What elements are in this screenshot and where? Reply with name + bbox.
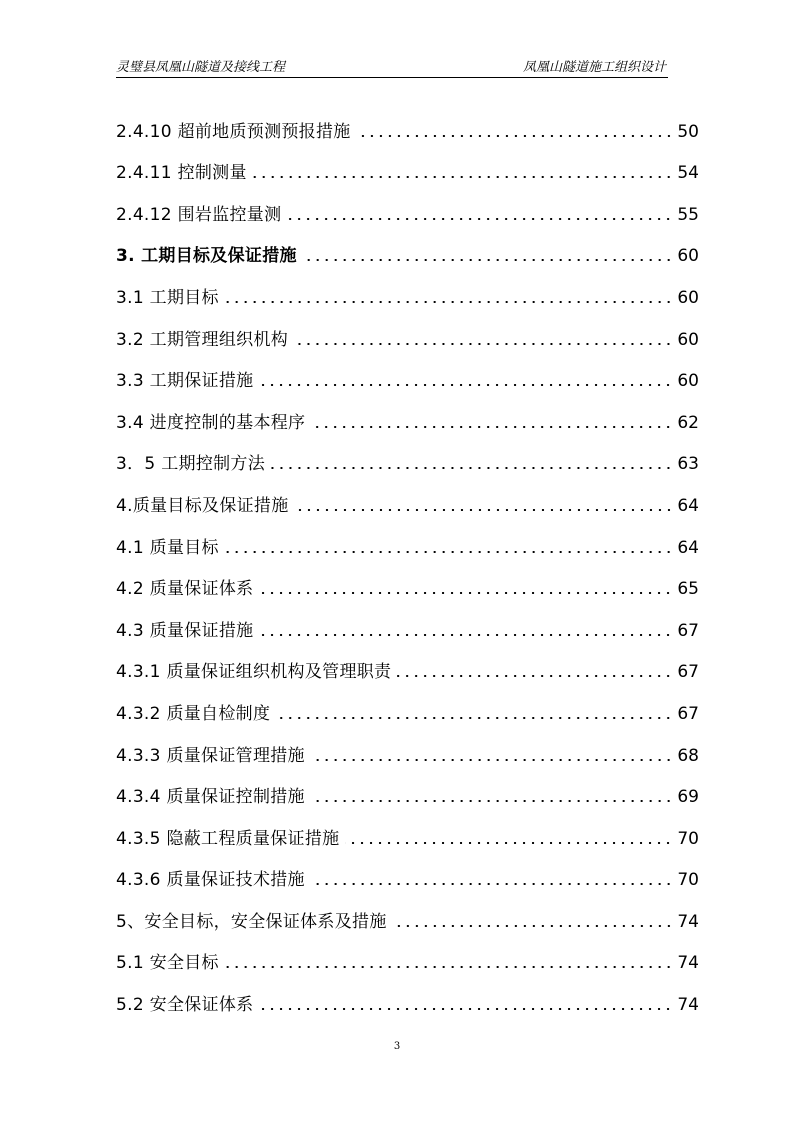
toc-entry-label: 3．5 工期控制方法 [116,454,266,475]
table-of-contents [116,99,699,1014]
toc-entry[interactable] [116,224,699,266]
toc-dot-leader [345,842,673,844]
toc-entry[interactable] [116,598,699,640]
toc-entry-page-number: 64 [677,537,699,558]
toc-entry[interactable] [116,390,699,432]
toc-dot-leader [259,384,673,386]
toc-entry-page-number: 67 [677,620,699,641]
toc-dot-leader [311,759,673,761]
toc-dot-leader [225,551,673,553]
toc-entry-label: 4.质量目标及保证措施 [116,495,289,516]
toc-dot-leader [311,883,673,885]
toc-entry-label: 4.3.1 质量保证组织机构及管理职责 [116,662,392,683]
toc-entry-label: 4.3.4 质量保证控制措施 [116,787,305,808]
toc-entry-label: 5、安全目标，安全保证体系及措施 [116,911,387,932]
footer-page-number: 3 [393,1041,401,1052]
toc-entry[interactable] [116,99,699,141]
header-document-title: 凤凰山隧道施工组织设计 [522,60,666,75]
toc-entry-page-number: 68 [677,745,699,766]
toc-dot-leader [259,634,673,636]
toc-entry[interactable] [116,640,699,682]
toc-dot-leader [303,259,673,261]
toc-entry-label: 4.3.3 质量保证管理措施 [116,745,305,766]
toc-entry[interactable] [116,182,699,224]
toc-dot-leader [287,218,673,220]
toc-entry[interactable] [116,889,699,931]
toc-entry-page-number: 55 [677,204,699,225]
toc-entry-page-number: 60 [677,287,699,308]
toc-entry-page-number: 60 [677,329,699,350]
toc-dot-leader [259,592,673,594]
toc-entry[interactable] [116,806,699,848]
toc-entry-page-number: 65 [677,579,699,600]
toc-entry[interactable] [116,432,699,474]
toc-entry-page-number: 60 [677,371,699,392]
toc-entry-label: 2.4.12 围岩监控量测 [116,204,282,225]
toc-entry-page-number: 62 [677,412,699,433]
page-header [116,56,668,76]
toc-dot-leader [276,717,673,719]
toc-entry[interactable] [116,473,699,515]
toc-entry[interactable] [116,765,699,807]
toc-entry[interactable] [116,723,699,765]
toc-entry[interactable] [116,141,699,183]
toc-entry-page-number: 63 [677,454,699,475]
toc-entry-page-number: 54 [677,163,699,184]
toc-entry[interactable] [116,265,699,307]
toc-entry[interactable] [116,931,699,973]
toc-dot-leader [271,467,673,469]
toc-entry[interactable] [116,515,699,557]
toc-dot-leader [225,301,673,303]
toc-entry-page-number: 50 [677,121,699,142]
toc-entry[interactable] [116,307,699,349]
toc-entry-page-number: 70 [677,870,699,891]
toc-entry-label: 3. 工期目标及保证措施 [116,246,297,267]
toc-entry-label: 3.3 工期保证措施 [116,371,254,392]
toc-entry-page-number: 67 [677,703,699,724]
toc-dot-leader [357,135,673,137]
toc-dot-leader [253,176,673,178]
toc-entry-page-number: 70 [677,828,699,849]
toc-entry-page-number: 74 [677,995,699,1016]
toc-entry-page-number: 64 [677,495,699,516]
toc-entry[interactable] [116,972,699,1014]
toc-entry[interactable] [116,349,699,391]
toc-dot-leader [259,1008,673,1010]
toc-entry-label: 5.2 安全保证体系 [116,995,254,1016]
toc-entry-page-number: 67 [677,662,699,683]
toc-entry-label: 4.3.6 质量保证技术措施 [116,870,305,891]
toc-entry-label: 2.4.11 控制测量 [116,163,247,184]
toc-dot-leader [294,343,673,345]
toc-entry-page-number: 74 [677,953,699,974]
toc-entry-label: 3.4 进度控制的基本程序 [116,412,306,433]
header-project-title: 灵璧县凤凰山隧道及接线工程 [116,60,286,75]
toc-entry-page-number: 69 [677,787,699,808]
toc-entry-label: 4.1 质量目标 [116,537,219,558]
toc-entry-label: 4.2 质量保证体系 [116,579,254,600]
toc-dot-leader [295,509,673,511]
header-rule [116,77,668,78]
toc-entry[interactable] [116,557,699,599]
toc-entry-label: 5.1 安全目标 [116,953,219,974]
toc-dot-leader [311,426,673,428]
toc-entry-label: 4.3 质量保证措施 [116,620,254,641]
toc-dot-leader [311,800,673,802]
toc-entry[interactable] [116,681,699,723]
toc-entry-page-number: 60 [677,246,699,267]
toc-dot-leader [225,966,673,968]
toc-entry[interactable] [116,848,699,890]
toc-dot-leader [397,675,673,677]
toc-dot-leader [393,925,673,927]
toc-entry-label: 2.4.10 超前地质预测预报措施 [116,121,351,142]
toc-entry-label: 4.3.5 隐蔽工程质量保证措施 [116,828,340,849]
toc-entry-label: 4.3.2 质量自检制度 [116,703,271,724]
toc-entry-label: 3.2 工期管理组织机构 [116,329,289,350]
toc-entry-label: 3.1 工期目标 [116,287,219,308]
toc-entry-page-number: 74 [677,911,699,932]
